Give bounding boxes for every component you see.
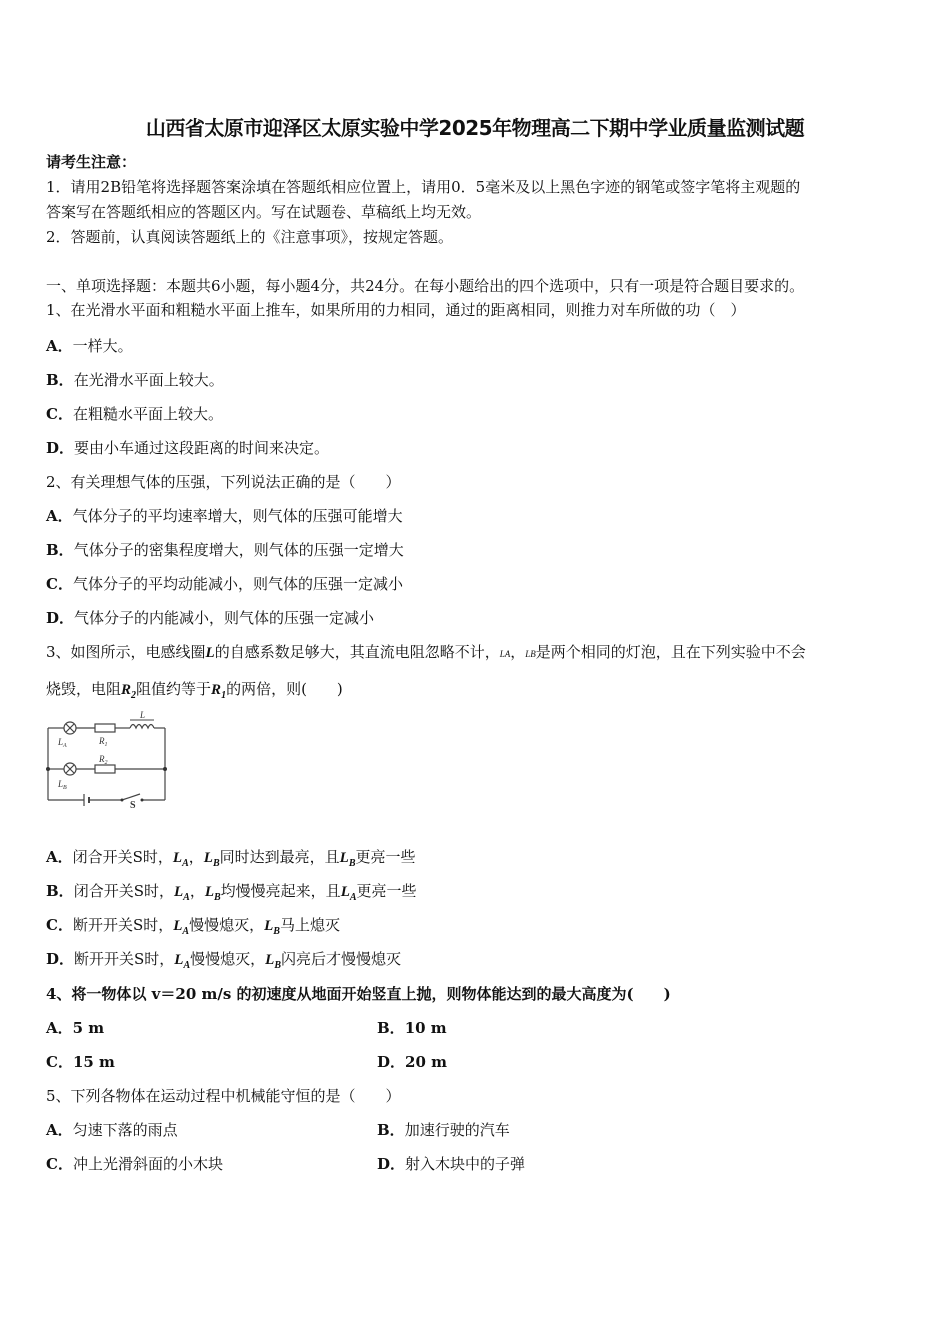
q1-option-d	[46, 438, 329, 458]
subscript: A	[349, 892, 357, 903]
option-letter: D．	[377, 1155, 406, 1173]
label-sub: B	[63, 785, 67, 791]
option-letter: D．	[46, 609, 75, 627]
q2-stem: 2、有关理想气体的压强，下列说法正确的是（ ）	[46, 473, 401, 491]
option-text: 气体分子的平均动能减小，则气体的压强一定减小	[72, 575, 403, 593]
option-letter: C．	[46, 1053, 73, 1071]
q3-option-d	[46, 949, 401, 976]
option-text: 15 m	[72, 1053, 115, 1071]
label-r2	[98, 754, 108, 766]
label-la	[57, 737, 67, 749]
text-run: 阻值约等于	[136, 680, 212, 698]
q5-stem: 5、下列各物体在运动过程中机械能守恒的是（ ）	[46, 1087, 401, 1105]
notice-item-1-line-2: 答案写在答题纸相应的答题区内。写在试题卷、草稿纸上均无效。	[46, 203, 482, 221]
notice-heading: 请考生注意：	[46, 153, 137, 171]
option-letter: D．	[377, 1053, 406, 1071]
symbol-r2: R	[121, 682, 132, 698]
text-run: 烧毁，电阻	[46, 680, 122, 698]
symbol-l: L	[205, 645, 215, 661]
q2-option-d	[46, 608, 374, 628]
subscript: A	[183, 892, 190, 903]
symbol: L	[264, 918, 274, 934]
option-text: 20 m	[405, 1053, 447, 1071]
q5-option-b	[377, 1120, 510, 1140]
symbol-lb: LB	[525, 649, 536, 659]
option-text: 气体分子的内能减小，则气体的压强一定减小	[74, 609, 375, 627]
q4-option-d	[377, 1052, 447, 1072]
q2-option-b	[46, 540, 404, 560]
symbol-la: LA	[499, 649, 511, 659]
subscript: 2	[131, 690, 137, 701]
option-letter: C．	[46, 916, 73, 934]
option-letter: A．	[46, 1019, 73, 1037]
option-letter: C．	[46, 1155, 73, 1173]
resistor-r2-icon	[95, 765, 115, 773]
q4-option-b	[377, 1018, 447, 1038]
option-text: 气体分子的平均速率增大，则气体的压强可能增大	[72, 507, 403, 525]
resistor-r1-icon	[95, 724, 115, 732]
label-text: R	[99, 754, 105, 764]
q2-option-a	[46, 506, 403, 526]
text-run: 的两倍，则( )	[226, 680, 343, 698]
option-text: 5 m	[72, 1019, 105, 1037]
subscript: B	[214, 892, 221, 903]
text-run: 断开开关S时，	[74, 950, 175, 968]
symbol: L	[173, 884, 184, 900]
text-run: 同时达到最亮，且	[219, 848, 340, 866]
label-s: S	[130, 800, 136, 808]
text-run: ，	[510, 643, 526, 661]
option-text: 冲上光滑斜面的小木块	[72, 1155, 223, 1173]
subscript: A	[182, 858, 189, 869]
text-run: 的自感系数足够大，其直流电阻忽略不计，	[214, 643, 500, 661]
inductor-coil-icon	[130, 725, 154, 729]
junction-dot-left	[46, 767, 50, 771]
label-text: L	[58, 779, 64, 789]
label-sub: 2	[104, 760, 108, 766]
text-run: ，	[188, 848, 204, 866]
text-run: 更亮一些	[355, 848, 416, 866]
option-text: 加速行驶的汽车	[404, 1121, 510, 1139]
q2-option-c	[46, 574, 403, 594]
label-l: L	[140, 710, 146, 720]
q4-option-a	[46, 1018, 104, 1038]
symbol: L	[339, 850, 349, 866]
option-text: 匀速下落的雨点	[72, 1121, 178, 1139]
subscript: B	[348, 858, 356, 869]
option-letter: C．	[46, 405, 73, 423]
notice-item-2: 2．答题前，认真阅读答题纸上的《注意事项》，按规定答题。	[46, 228, 454, 246]
q3-stem-line-1	[46, 642, 806, 664]
option-letter: A．	[46, 337, 73, 355]
q1-option-b	[46, 370, 224, 390]
subscript: 1	[221, 690, 227, 701]
option-letter: B．	[46, 882, 74, 900]
q3-option-b	[46, 881, 417, 908]
exam-title: 山西省太原市迎泽区太原实验中学2025年物理高二下期中学业质量监测试题	[145, 116, 805, 140]
subscript: B	[274, 960, 281, 971]
text-run: 马上熄灭	[279, 916, 340, 934]
subscript: B	[273, 926, 280, 937]
q5-option-d	[377, 1154, 525, 1174]
q3-stem-line-2	[46, 679, 343, 706]
option-text: 在粗糙水平面上较大。	[72, 405, 223, 423]
subscript: A	[182, 926, 190, 937]
label-sub: 1	[104, 742, 108, 748]
notice-item-1-line-1: 1．请用2B铅笔将选择题答案涂填在答题纸相应位置上，请用0．5毫米及以上黑色字迹的钢笔或签字笔将主观题的	[46, 178, 801, 196]
option-letter: B．	[46, 541, 74, 559]
option-letter: A．	[46, 848, 73, 866]
text-run: 断开开关S时，	[72, 916, 174, 934]
text-run: 慢慢熄灭，	[189, 916, 265, 934]
text-run: 均慢慢亮起来，且	[220, 882, 341, 900]
symbol: L	[340, 884, 350, 900]
symbol-r1: R	[211, 682, 222, 698]
option-letter: A．	[46, 1121, 73, 1139]
q5-option-c	[46, 1154, 223, 1174]
symbol: L	[265, 952, 275, 968]
text-run: ，	[189, 882, 205, 900]
junction-dot-right	[163, 767, 167, 771]
switch-contact	[141, 799, 144, 802]
symbol: L	[173, 918, 183, 934]
text-run: 3、如图所示，电感线圈	[46, 643, 206, 661]
text-run: 慢慢熄灭，	[190, 950, 266, 968]
option-letter: D．	[46, 950, 75, 968]
option-text: 气体分子的密集程度增大，则气体的压强一定增大	[73, 541, 404, 559]
symbol: L	[172, 850, 183, 866]
text-run: 是两个相同的灯泡，且在下列实验中不会	[535, 643, 806, 661]
option-letter: C．	[46, 575, 73, 593]
text-run: 闭合开关S时，	[73, 882, 174, 900]
section-1-heading: 一、单项选择题：本题共6小题，每小题4分，共24分。在每小题给出的四个选项中，只有一项是符合题目要求的。	[46, 277, 805, 295]
q5-option-a	[46, 1120, 178, 1140]
option-letter: B．	[46, 371, 74, 389]
switch-contact	[121, 799, 124, 802]
option-text: 10 m	[404, 1019, 447, 1037]
subscript: A	[183, 960, 191, 971]
symbol: L	[204, 884, 214, 900]
option-text: 一样大。	[72, 337, 133, 355]
q3-option-a	[46, 847, 416, 874]
q1-stem: 1、在光滑水平面和粗糙水平面上推车，如果所用的力相同，通过的距离相同，则推力对车所做的功（ ）	[46, 301, 746, 319]
q3-option-c	[46, 915, 340, 942]
option-letter: D．	[46, 439, 75, 457]
symbol: L	[174, 952, 184, 968]
symbol: L	[203, 850, 213, 866]
option-text: 在光滑水平面上较大。	[73, 371, 224, 389]
label-lb	[57, 779, 67, 791]
option-text: 要由小车通过这段距离的时间来决定。	[74, 439, 330, 457]
label-text: R	[99, 736, 105, 746]
label-text: L	[58, 737, 64, 747]
q1-option-c	[46, 404, 223, 424]
q1-option-a	[46, 336, 133, 356]
text-run: 闪亮后才慢慢熄灭	[281, 950, 402, 968]
text-run: 更亮一些	[356, 882, 417, 900]
subscript: B	[212, 858, 220, 869]
q4-option-c	[46, 1052, 115, 1072]
label-sub: A	[63, 743, 67, 749]
option-letter: B．	[377, 1019, 405, 1037]
q4-stem: 4、将一物体以 v＝20 m/s 的初速度从地面开始竖直上抛，则物体能达到的最大高度为( )	[46, 985, 671, 1003]
option-letter: A．	[46, 507, 73, 525]
option-text: 射入木块中的子弹	[405, 1155, 526, 1173]
option-letter: B．	[377, 1121, 405, 1139]
label-r1	[98, 736, 108, 748]
circuit-diagram	[42, 708, 172, 808]
text-run: 闭合开关S时，	[72, 848, 173, 866]
